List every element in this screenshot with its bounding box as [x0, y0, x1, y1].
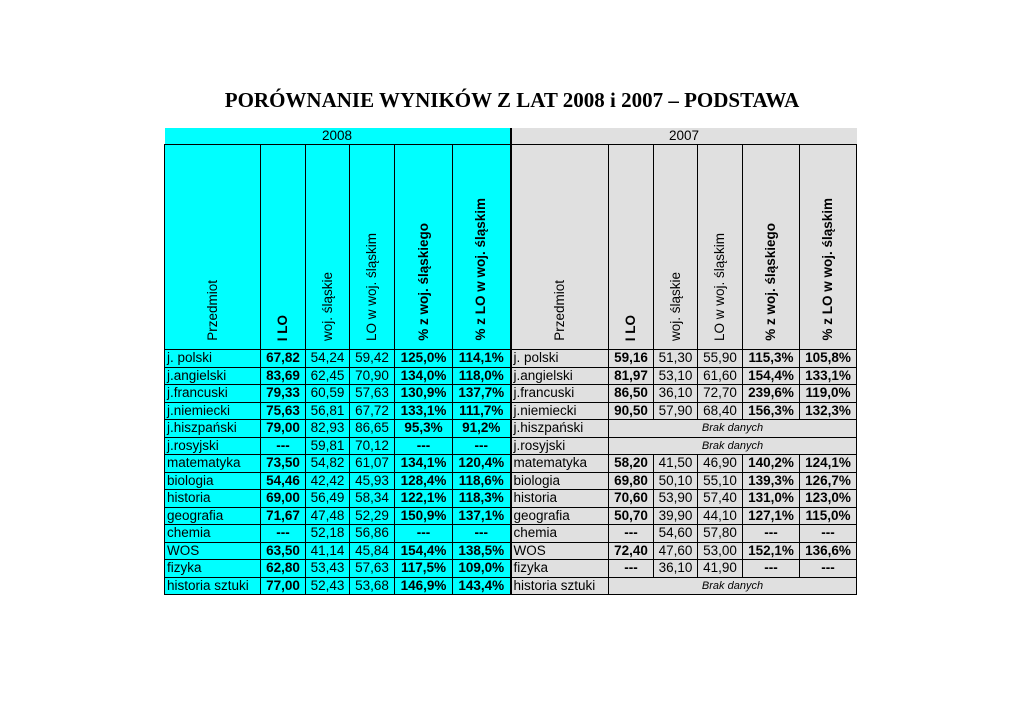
subject-cell-2007: matematyka: [511, 455, 609, 473]
value-cell-2008: 53,43: [306, 560, 350, 578]
value-cell-2008: 122,1%: [395, 490, 453, 508]
value-cell-2007: 70,60: [609, 490, 654, 508]
table-row: [165, 525, 857, 543]
value-cell-2008: 57,63: [350, 560, 395, 578]
value-cell-2008: 118,0%: [453, 367, 511, 385]
table-row: [165, 367, 857, 385]
value-cell-2008: 133,1%: [395, 402, 453, 420]
header-woj-2008: woj. śląskie: [306, 145, 350, 350]
subject-cell-2008: biologia: [165, 472, 261, 490]
subject-cell-2008: matematyka: [165, 455, 261, 473]
subject-cell-2008: j.hiszpański: [165, 420, 261, 438]
value-cell-2007: 132,3%: [800, 402, 857, 420]
value-cell-2008: 118,3%: [453, 490, 511, 508]
value-cell-2008: 41,14: [306, 542, 350, 560]
header-woj-2007: woj. śląskie: [654, 145, 698, 350]
value-cell-2008: 111,7%: [453, 402, 511, 420]
value-cell-2007: ---: [609, 525, 654, 543]
table-body: [165, 350, 857, 595]
value-cell-2007: ---: [743, 560, 800, 578]
value-cell-2008: 143,4%: [453, 577, 511, 595]
value-cell-2007: 68,40: [698, 402, 743, 420]
header-pct-woj-2007: % z woj. śląskiego: [743, 145, 800, 350]
value-cell-2008: 86,65: [350, 420, 395, 438]
value-cell-2007: 72,40: [609, 542, 654, 560]
value-cell-2008: 82,93: [306, 420, 350, 438]
value-cell-2008: 134,1%: [395, 455, 453, 473]
value-cell-2008: 62,45: [306, 367, 350, 385]
subject-cell-2008: j. polski: [165, 350, 261, 368]
value-cell-2007: 156,3%: [743, 402, 800, 420]
value-cell-2008: 67,72: [350, 402, 395, 420]
subject-cell-2007: j.hiszpański: [511, 420, 609, 438]
table-row: [165, 437, 857, 455]
value-cell-2008: 128,4%: [395, 472, 453, 490]
subject-cell-2007: j. polski: [511, 350, 609, 368]
value-cell-2008: ---: [261, 437, 306, 455]
no-data-cell: Brak danych: [609, 437, 857, 455]
value-cell-2008: 71,67: [261, 507, 306, 525]
value-cell-2007: 53,10: [654, 367, 698, 385]
subject-cell-2008: j.francuski: [165, 385, 261, 403]
value-cell-2008: 54,46: [261, 472, 306, 490]
subject-cell-2007: j.angielski: [511, 367, 609, 385]
value-cell-2008: 57,63: [350, 385, 395, 403]
value-cell-2007: 54,60: [654, 525, 698, 543]
value-cell-2007: 55,10: [698, 472, 743, 490]
header-lo-woj-2007: LO w woj. śląskim: [698, 145, 743, 350]
value-cell-2007: 115,3%: [743, 350, 800, 368]
value-cell-2007: 90,50: [609, 402, 654, 420]
value-cell-2007: 124,1%: [800, 455, 857, 473]
value-cell-2007: 105,8%: [800, 350, 857, 368]
value-cell-2007: 239,6%: [743, 385, 800, 403]
value-cell-2007: 50,10: [654, 472, 698, 490]
subject-cell-2007: historia sztuki: [511, 577, 609, 595]
year-2008-header: 2008: [165, 128, 511, 145]
table-row: [165, 542, 857, 560]
value-cell-2008: 60,59: [306, 385, 350, 403]
value-cell-2008: 130,9%: [395, 385, 453, 403]
value-cell-2007: 36,10: [654, 560, 698, 578]
value-cell-2008: 137,7%: [453, 385, 511, 403]
subject-cell-2007: j.rosyjski: [511, 437, 609, 455]
header-subject-2007: Przedmiot: [511, 145, 609, 350]
value-cell-2007: 53,00: [698, 542, 743, 560]
value-cell-2008: 137,1%: [453, 507, 511, 525]
value-cell-2008: 77,00: [261, 577, 306, 595]
value-cell-2008: 61,07: [350, 455, 395, 473]
subject-cell-2007: j.niemiecki: [511, 402, 609, 420]
value-cell-2008: ---: [453, 525, 511, 543]
value-cell-2008: 54,24: [306, 350, 350, 368]
value-cell-2007: 119,0%: [800, 385, 857, 403]
value-cell-2008: ---: [395, 525, 453, 543]
value-cell-2008: 45,84: [350, 542, 395, 560]
table-row: [165, 350, 857, 368]
subject-cell-2008: historia sztuki: [165, 577, 261, 595]
value-cell-2007: 126,7%: [800, 472, 857, 490]
value-cell-2007: 50,70: [609, 507, 654, 525]
subject-cell-2007: j.francuski: [511, 385, 609, 403]
table-row: [165, 472, 857, 490]
value-cell-2008: 138,5%: [453, 542, 511, 560]
value-cell-2007: 72,70: [698, 385, 743, 403]
value-cell-2007: 69,80: [609, 472, 654, 490]
value-cell-2008: 109,0%: [453, 560, 511, 578]
table-row: [165, 455, 857, 473]
table-row: [165, 507, 857, 525]
value-cell-2007: 57,80: [698, 525, 743, 543]
value-cell-2008: ---: [395, 437, 453, 455]
value-cell-2008: ---: [261, 525, 306, 543]
value-cell-2008: 59,81: [306, 437, 350, 455]
value-cell-2007: 41,90: [698, 560, 743, 578]
value-cell-2007: 57,90: [654, 402, 698, 420]
value-cell-2007: 86,50: [609, 385, 654, 403]
subject-cell-2007: fizyka: [511, 560, 609, 578]
value-cell-2007: 59,16: [609, 350, 654, 368]
table-row: [165, 402, 857, 420]
table-row: [165, 490, 857, 508]
column-header-row: [165, 145, 857, 350]
value-cell-2008: 54,82: [306, 455, 350, 473]
value-cell-2008: 52,18: [306, 525, 350, 543]
value-cell-2007: ---: [743, 525, 800, 543]
value-cell-2008: 62,80: [261, 560, 306, 578]
value-cell-2007: 154,4%: [743, 367, 800, 385]
value-cell-2007: 47,60: [654, 542, 698, 560]
value-cell-2008: 125,0%: [395, 350, 453, 368]
no-data-cell: Brak danych: [609, 420, 857, 438]
value-cell-2008: 146,9%: [395, 577, 453, 595]
value-cell-2007: 58,20: [609, 455, 654, 473]
value-cell-2007: 139,3%: [743, 472, 800, 490]
subject-cell-2008: WOS: [165, 542, 261, 560]
value-cell-2008: 83,69: [261, 367, 306, 385]
value-cell-2008: 70,90: [350, 367, 395, 385]
value-cell-2008: 150,9%: [395, 507, 453, 525]
value-cell-2008: 58,34: [350, 490, 395, 508]
no-data-cell: Brak danych: [609, 577, 857, 595]
subject-cell-2008: chemia: [165, 525, 261, 543]
value-cell-2008: 118,6%: [453, 472, 511, 490]
table-row: [165, 420, 857, 438]
subject-cell-2007: historia: [511, 490, 609, 508]
value-cell-2007: ---: [800, 525, 857, 543]
header-ilo-2007: I LO: [609, 145, 654, 350]
value-cell-2008: 42,42: [306, 472, 350, 490]
value-cell-2008: 56,49: [306, 490, 350, 508]
value-cell-2007: 131,0%: [743, 490, 800, 508]
header-lo-woj-2008: LO w woj. śląskim: [350, 145, 395, 350]
value-cell-2007: 53,90: [654, 490, 698, 508]
value-cell-2007: 123,0%: [800, 490, 857, 508]
value-cell-2008: 59,42: [350, 350, 395, 368]
subject-cell-2008: historia: [165, 490, 261, 508]
value-cell-2007: 44,10: [698, 507, 743, 525]
header-pct-lo-woj-2007: % z LO w woj. śląskim: [800, 145, 857, 350]
value-cell-2007: ---: [609, 560, 654, 578]
subject-cell-2007: chemia: [511, 525, 609, 543]
value-cell-2007: 152,1%: [743, 542, 800, 560]
value-cell-2007: 57,40: [698, 490, 743, 508]
value-cell-2007: 36,10: [654, 385, 698, 403]
value-cell-2007: 55,90: [698, 350, 743, 368]
header-pct-lo-woj-2008: % z LO w woj. śląskim: [453, 145, 511, 350]
value-cell-2007: 46,90: [698, 455, 743, 473]
value-cell-2008: 79,00: [261, 420, 306, 438]
value-cell-2008: 56,81: [306, 402, 350, 420]
value-cell-2008: 114,1%: [453, 350, 511, 368]
value-cell-2008: 91,2%: [453, 420, 511, 438]
value-cell-2008: ---: [453, 437, 511, 455]
value-cell-2008: 73,50: [261, 455, 306, 473]
value-cell-2008: 45,93: [350, 472, 395, 490]
year-header-row: [165, 128, 857, 145]
value-cell-2007: 133,1%: [800, 367, 857, 385]
value-cell-2007: 51,30: [654, 350, 698, 368]
value-cell-2007: 39,90: [654, 507, 698, 525]
subject-cell-2007: WOS: [511, 542, 609, 560]
value-cell-2008: 52,29: [350, 507, 395, 525]
value-cell-2008: 70,12: [350, 437, 395, 455]
value-cell-2008: 53,68: [350, 577, 395, 595]
subject-cell-2007: biologia: [511, 472, 609, 490]
value-cell-2008: 117,5%: [395, 560, 453, 578]
value-cell-2008: 67,82: [261, 350, 306, 368]
value-cell-2007: 140,2%: [743, 455, 800, 473]
table-row: [165, 577, 857, 595]
subject-cell-2008: fizyka: [165, 560, 261, 578]
value-cell-2008: 75,63: [261, 402, 306, 420]
value-cell-2008: 56,86: [350, 525, 395, 543]
value-cell-2008: 47,48: [306, 507, 350, 525]
value-cell-2008: 79,33: [261, 385, 306, 403]
value-cell-2007: 41,50: [654, 455, 698, 473]
value-cell-2007: 61,60: [698, 367, 743, 385]
header-pct-woj-2008: % z woj. śląskiego: [395, 145, 453, 350]
subject-cell-2008: geografia: [165, 507, 261, 525]
table-row: [165, 560, 857, 578]
value-cell-2008: 52,43: [306, 577, 350, 595]
page-title: PORÓWNANIE WYNIKÓW Z LAT 2008 i 2007 – PODSTAWA: [224, 88, 800, 112]
value-cell-2008: 69,00: [261, 490, 306, 508]
table-row: [165, 385, 857, 403]
value-cell-2008: 63,50: [261, 542, 306, 560]
header-subject-2008: Przedmiot: [165, 145, 261, 350]
value-cell-2007: 115,0%: [800, 507, 857, 525]
value-cell-2007: 136,6%: [800, 542, 857, 560]
subject-cell-2007: geografia: [511, 507, 609, 525]
results-table: [164, 128, 857, 595]
value-cell-2007: 81,97: [609, 367, 654, 385]
year-2007-header: 2007: [511, 128, 857, 145]
header-ilo-2008: I LO: [261, 145, 306, 350]
subject-cell-2008: j.angielski: [165, 367, 261, 385]
subject-cell-2008: j.niemiecki: [165, 402, 261, 420]
subject-cell-2008: j.rosyjski: [165, 437, 261, 455]
value-cell-2007: ---: [800, 560, 857, 578]
value-cell-2008: 120,4%: [453, 455, 511, 473]
value-cell-2008: 154,4%: [395, 542, 453, 560]
value-cell-2008: 134,0%: [395, 367, 453, 385]
value-cell-2007: 127,1%: [743, 507, 800, 525]
value-cell-2008: 95,3%: [395, 420, 453, 438]
